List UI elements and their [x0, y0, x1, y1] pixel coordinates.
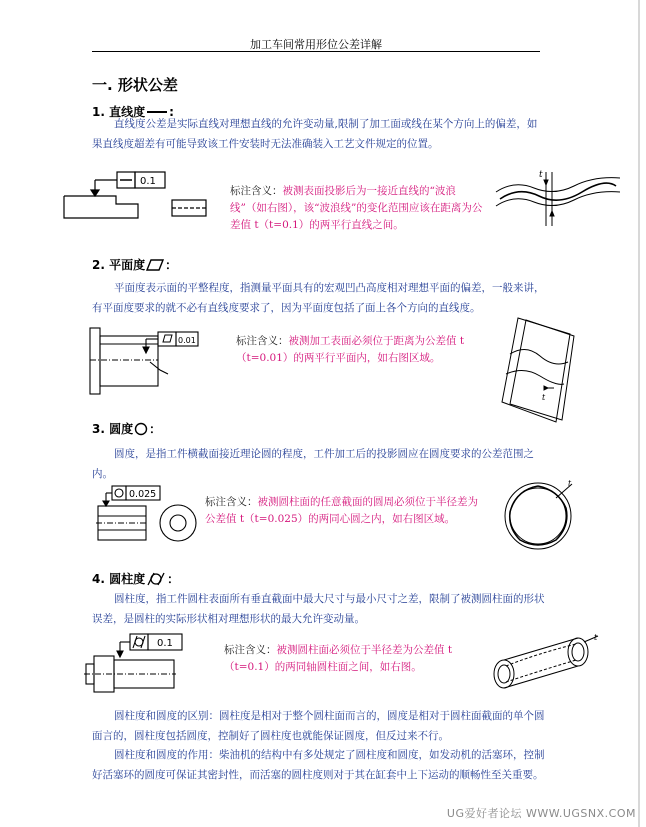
heading-text: 3. 圆度 [92, 422, 134, 436]
note-label: 标注含义： [230, 185, 283, 197]
roundness-tolerance-zone-drawing [500, 474, 582, 556]
roundness-symbol-icon [134, 422, 148, 436]
heading-flatness: 2. 平面度 ： [92, 258, 178, 272]
frame-value: 0.025 [129, 489, 157, 500]
frame-value: 0.1 [140, 176, 156, 187]
flatness-note [236, 333, 498, 367]
note-label: 标注含义： [236, 335, 289, 347]
function-paragraph: 圆柱度和圆度的作用：柴油机的结构中有多处规定了圆柱度和圆度，如发动机的活塞环，控制好活塞环的圆度可保证其密封性，而活塞的圆柱度则对于其在缸套中上下运动的顺畅性至关重要。 [92, 749, 545, 781]
note-text: 被测表面投影后为一接近直线的“波浪线”（如右图），该“波浪线”的变化范围应该在距离为公差值 t（t=0.1）的两平行直线之间。 [230, 185, 483, 231]
heading-text: 4. 圆柱度 [92, 572, 146, 586]
flatness-drawing [88, 322, 208, 400]
flatness-paragraph: 平面度表示面的平整程度，指测量平面具有的宏观凹凸高度相对理想平面的偏差，一般来讲，有平面度要求的就不必有直线度要求了，因为平面度包括了面上各个方向的直线度。 [92, 282, 545, 314]
frame-value: 0.01 [178, 336, 196, 345]
frame-value: 0.1 [157, 638, 173, 649]
straightness-tolerance-zone-drawing [494, 168, 624, 230]
heading-roundness: 3. 圆度 ： [92, 422, 162, 436]
cylindricity-tolerance-zone-drawing [486, 630, 606, 692]
cylindricity-note [224, 642, 482, 676]
note-label: 标注含义： [205, 496, 258, 508]
straightness-drawing [60, 170, 230, 230]
straightness-paragraph: 直线度公差是实际直线对理想直线的允许变动量,限制了加工面或线在某个方向上的偏差，如果直线度超差有可能导致该工件安装时无法准确装入工艺文件规定的位置。 [92, 118, 538, 150]
heading-text: 2. 平面度 [92, 258, 146, 272]
note-text: 被测圆柱面必须位于半径差为公差值 t（t=0.1）的两同轴圆柱面之间，如右图。 [224, 644, 453, 673]
watermark: UG爱好者论坛 WWW.UGSNX.COM [446, 807, 636, 820]
page-edge [638, 0, 640, 827]
cylindricity-paragraph: 圆柱度，指工件圆柱表面所有垂直截面中最大尺寸与最小尺寸之差，限制了被测圆柱面的形状误差，是圆柱的实际形状相对理想形状的最大允许变动量。 [92, 593, 545, 625]
difference-paragraph: 圆柱度和圆度的区别：圆柱度是相对于整个圆柱面而言的，圆度是相对于圆柱面截面的单个圆面言的，圆柱度包括圆度，控制好了圆柱度也就能保证圆度，但反过来不行。 [92, 710, 545, 742]
header-divider [92, 51, 540, 52]
note-text: 被测加工表面必须位于距离为公差值 t（t=0.01）的两平行平面内，如右图区域。 [236, 335, 465, 364]
note-text: 被测圆柱面的任意截面的圆周必须位于半径差为公差值 t（t=0.025）的两同心圆之内，如右图区域。 [205, 496, 478, 525]
roundness-note [205, 494, 483, 528]
tolerance-t-label: t [542, 393, 546, 402]
cylindricity-symbol-icon [146, 572, 166, 586]
heading-cylindricity: 4. 圆柱度 ： [92, 572, 180, 586]
note-label: 标注含义： [224, 644, 277, 656]
cylindricity-drawing [84, 630, 194, 698]
section-title: 一. 形状公差 [92, 76, 178, 94]
tolerance-t-label: t [568, 479, 572, 488]
tolerance-t-label: t [594, 633, 598, 642]
straightness-note [230, 183, 490, 234]
roundness-paragraph: 圆度，是指工件横截面接近理论圆的程度，工件加工后的投影圆应在圆度要求的公差范围之内。 [92, 448, 534, 480]
tolerance-t-label: t [539, 170, 543, 180]
page-header: 加工车间常用形位公差详解 [250, 38, 382, 51]
flatness-tolerance-zone-drawing [496, 314, 576, 426]
roundness-drawing [96, 484, 206, 546]
heading-straightness: 1. 直线度 : [92, 104, 174, 119]
heading-text: 1. 直线度 [92, 105, 146, 119]
flatness-symbol-icon [146, 259, 164, 271]
